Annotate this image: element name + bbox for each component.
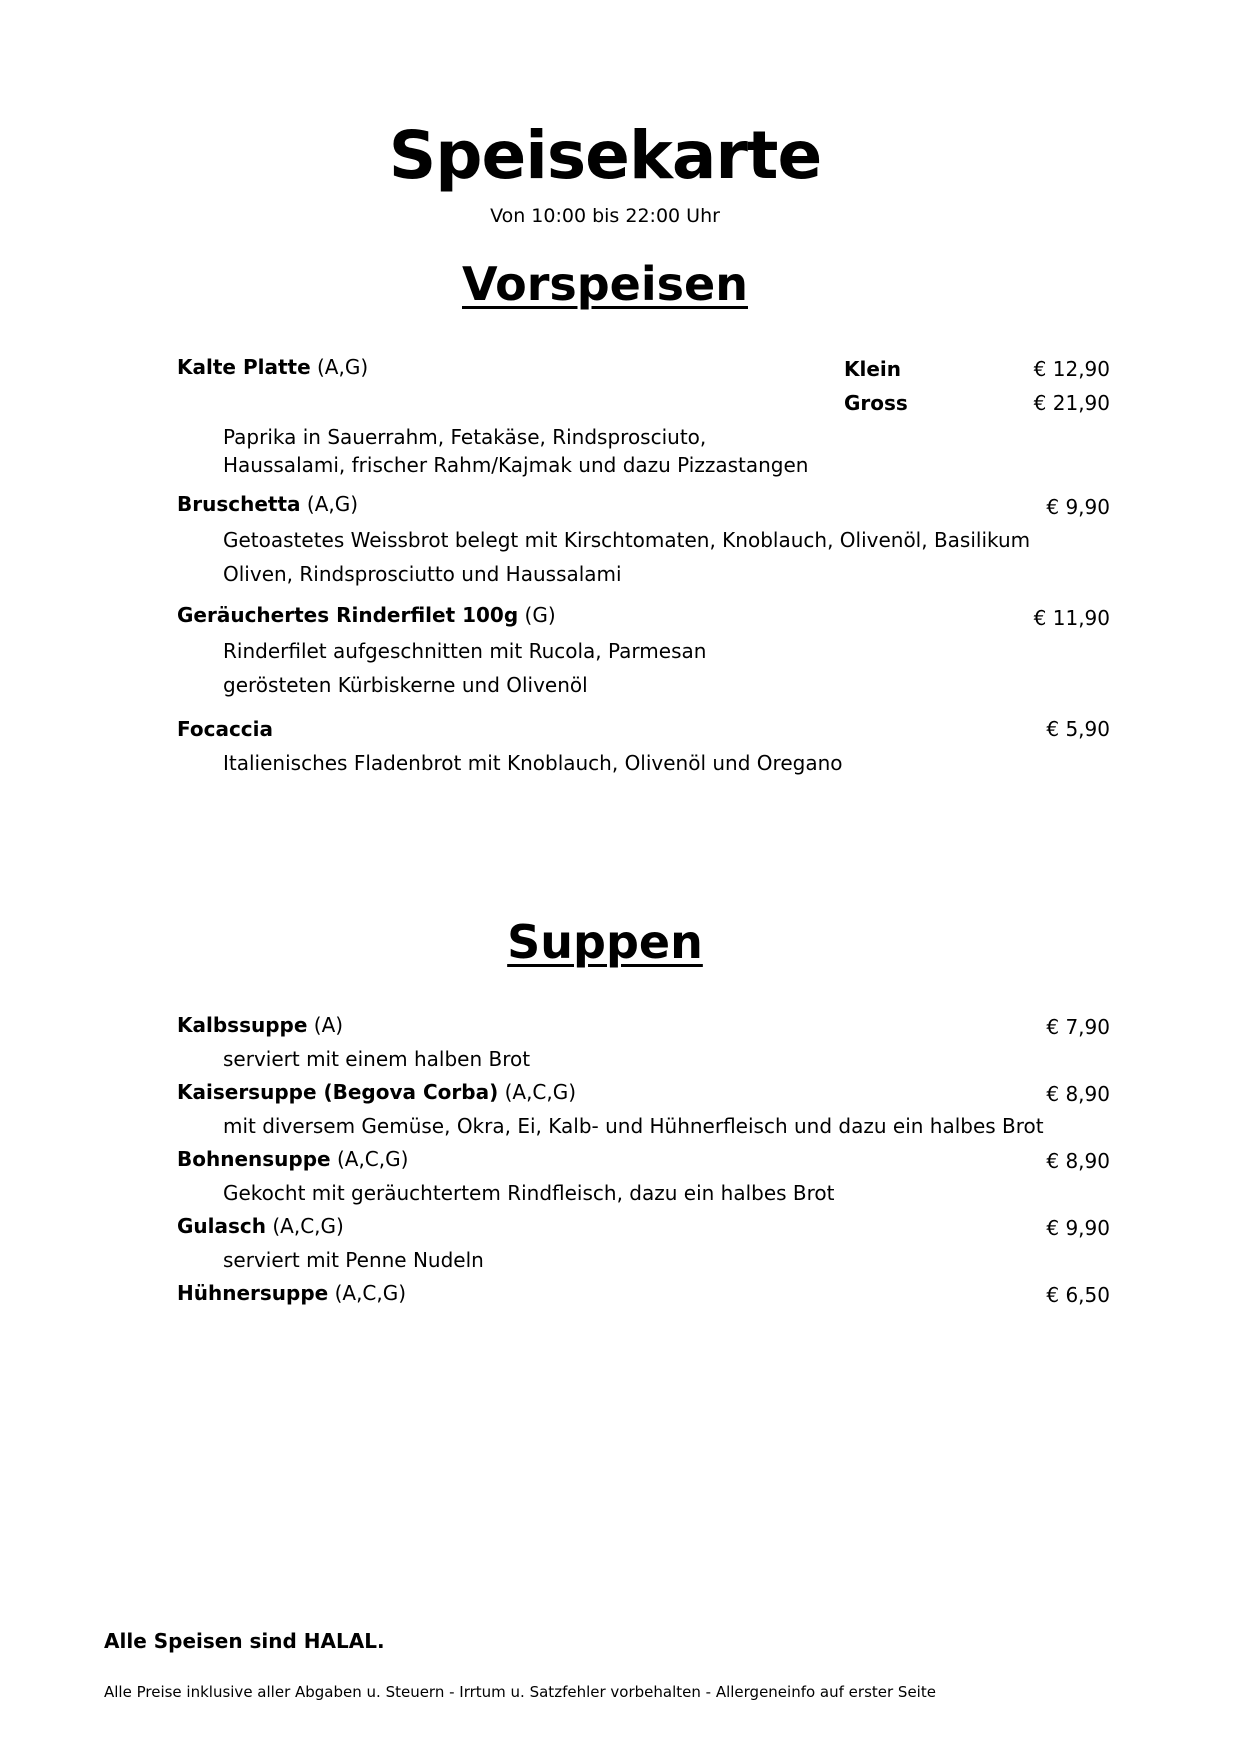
dish-name: Kaisersuppe (Begova Corba) — [177, 1080, 499, 1104]
dish-name: Bruschetta — [177, 492, 301, 516]
opening-hours: Von 10:00 bis 22:00 Uhr — [490, 205, 720, 227]
dish-allergens: (A,G) — [306, 492, 359, 516]
section-heading-vorspeisen: Vorspeisen — [462, 257, 748, 311]
dish-name: Focaccia — [177, 717, 274, 741]
footer-note: Alle Preise inklusive aller Abgaben u. Steuern - Irrtum u. Satzfehler vorbehalten - Allergeneinfo auf erster Seite — [104, 1683, 936, 1701]
dish-allergens: (A,C,G) — [336, 1147, 409, 1171]
dish-description: Haussalami, frischer Rahm/Kajmak und dazu Pizzastangen — [223, 453, 809, 477]
dish-bruschetta — [177, 491, 358, 517]
dish-price: € 9,90 — [1046, 1216, 1110, 1240]
dish-price: € 7,90 — [1046, 1015, 1110, 1039]
halal-notice: Alle Speisen sind HALAL. — [104, 1629, 385, 1653]
dish-focaccia — [177, 716, 273, 742]
dish-allergens: (A) — [313, 1013, 344, 1037]
dish-description: gerösteten Kürbiskerne und Olivenöl — [223, 673, 588, 697]
dish-name: Gulasch — [177, 1214, 267, 1238]
section-heading-suppen: Suppen — [507, 915, 703, 969]
dish-description: Oliven, Rindsprosciutto und Haussalami — [223, 562, 622, 586]
price-klein: € 12,90 — [1033, 357, 1110, 381]
dish-kaisersuppe — [177, 1079, 576, 1105]
dish-name: Kalte Platte — [177, 355, 311, 379]
size-label-klein: Klein — [844, 357, 902, 381]
dish-name: Hühnersuppe — [177, 1281, 329, 1305]
dish-description: Paprika in Sauerrahm, Fetakäse, Rindsprosciuto, — [223, 425, 707, 449]
dish-allergens: (A,C,G) — [272, 1214, 344, 1238]
dish-description: Gekocht mit geräuchtertem Rindfleisch, dazu ein halbes Brot — [223, 1181, 835, 1205]
dish-price: € 5,90 — [1046, 717, 1110, 741]
dish-allergens: (A,C,G) — [334, 1281, 407, 1305]
dish-description: Italienisches Fladenbrot mit Knoblauch, Olivenöl und Oregano — [223, 751, 843, 775]
size-label-gross: Gross — [844, 391, 908, 415]
dish-price: € 8,90 — [1046, 1082, 1110, 1106]
dish-description: Rinderfilet aufgeschnitten mit Rucola, Parmesan — [223, 639, 707, 663]
dish-allergens: (A,C,G) — [504, 1080, 577, 1104]
dish-description: Getoastetes Weissbrot belegt mit Kirschtomaten, Knoblauch, Olivenöl, Basilikum — [223, 528, 1031, 552]
dish-name: Geräuchertes Rinderfilet 100g — [177, 603, 519, 627]
dish-price: € 11,90 — [1033, 606, 1110, 630]
dish-allergens: (A,G) — [317, 355, 369, 379]
dish-name: Kalbssuppe — [177, 1013, 308, 1037]
dish-price: € 8,90 — [1046, 1149, 1110, 1173]
dish-allergens: (G) — [524, 603, 556, 627]
dish-kalbssuppe — [177, 1012, 343, 1038]
dish-rinderfilet — [177, 602, 556, 628]
dish-kalte-platte — [177, 354, 368, 380]
dish-price: € 9,90 — [1046, 495, 1110, 519]
page-title: Speisekarte — [388, 117, 822, 194]
dish-description: serviert mit Penne Nudeln — [223, 1248, 484, 1272]
dish-price: € 6,50 — [1046, 1283, 1110, 1307]
dish-huehnersuppe — [177, 1280, 406, 1306]
dish-bohnensuppe — [177, 1146, 408, 1172]
dish-description: mit diversem Gemüse, Okra, Ei, Kalb- und Hühnerfleisch und dazu ein halbes Brot — [223, 1114, 1044, 1138]
price-gross: € 21,90 — [1033, 391, 1110, 415]
dish-name: Bohnensuppe — [177, 1147, 331, 1171]
dish-description: serviert mit einem halben Brot — [223, 1047, 531, 1071]
dish-gulasch — [177, 1213, 344, 1239]
